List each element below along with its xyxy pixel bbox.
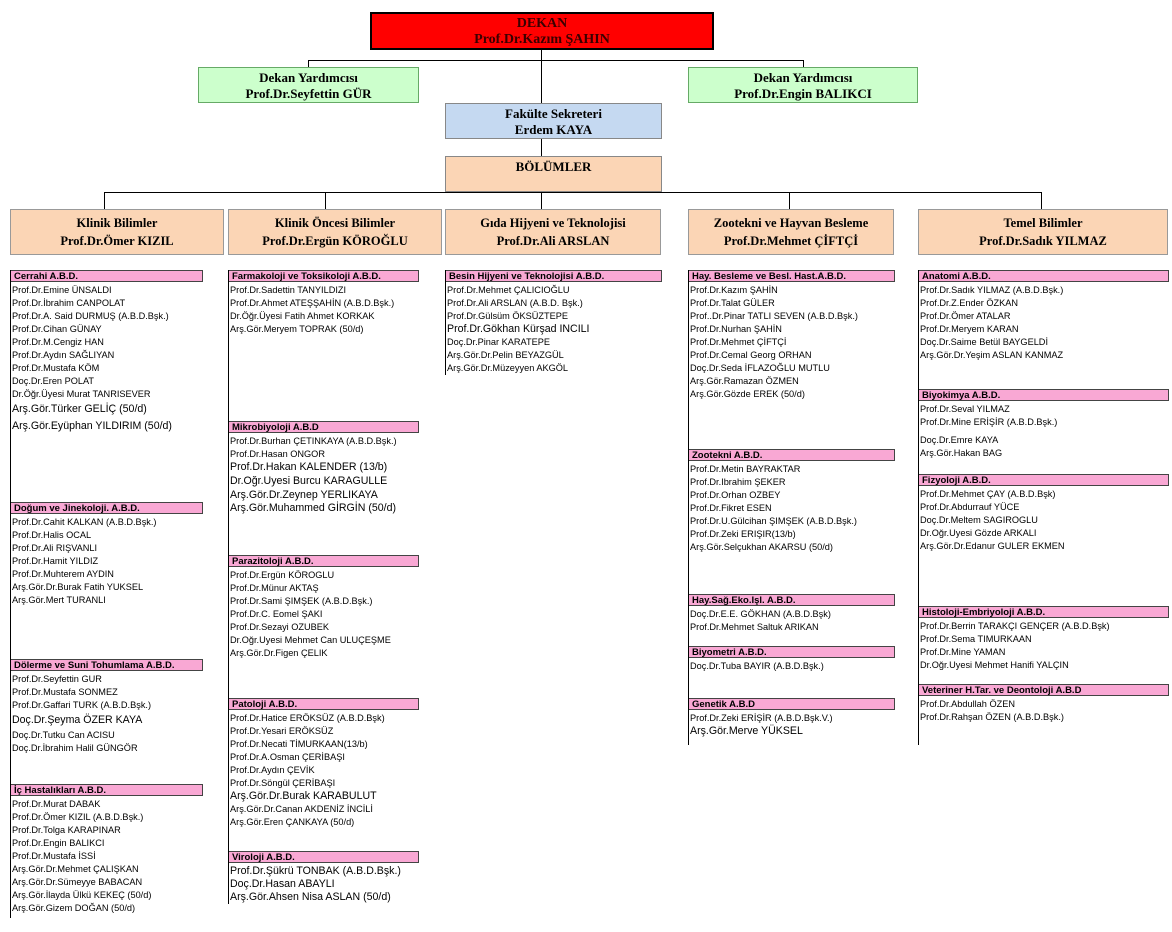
member-name: Prof.Dr.Abdullah ÖZEN: [920, 699, 1015, 709]
member-name: Prof.Dr.Sema TIMURKAAN: [920, 634, 1032, 644]
secretary-box: [445, 103, 662, 139]
unit-header: Cerrahi A.B.D.: [11, 270, 203, 282]
unit-header: Viroloji A.B.D.: [229, 851, 419, 863]
member-name: Arş.Gör.Merve YÜKSEL: [690, 725, 803, 737]
vice-dean-left-box: [198, 67, 419, 103]
member-name: Prof.Dr.Ahmet ATEŞŞAHİN (A.B.D.Bşk.): [230, 298, 395, 308]
member-name: Doç.Dr.Tutku Can ACISU: [12, 730, 115, 740]
member-name: Doç.Dr.Tuba BAYIR (A.B.D.Bşk.): [690, 661, 824, 671]
member-name: Prof.Dr.Mehmet ÇİFTÇİ: [690, 337, 787, 347]
member-name: Prof.Dr.Talat GÜLER: [690, 298, 775, 308]
member-name: Dr.Öğr.Üyesi Murat TANRISEVER: [12, 389, 151, 399]
connector-dept-3: [541, 192, 542, 209]
unit-header: Dölerme ve Suni Tohumlama A.B.D.: [11, 659, 203, 671]
member-name: Prof.Dr.Hasan ONGOR: [230, 449, 325, 459]
department-head: Prof.Dr.Sadık YILMAZ: [979, 234, 1107, 248]
unit-header: Mikrobiyoloji A.B.D: [229, 421, 419, 433]
unit-header: Anatomi A.B.D.: [919, 270, 1169, 282]
member-name: Doç.Dr.Meltem SAGIROGLU: [920, 515, 1038, 525]
member-name: Prof.Dr.U.Gülcihan ŞIMŞEK (A.B.D.Bşk.): [690, 516, 857, 526]
member-name: Prof.Dr.Mehmet Saltuk ARIKAN: [690, 622, 819, 632]
unit-header: Genetik A.B.D: [689, 698, 895, 710]
member-name: Prof.Dr.Muhterem AYDIN: [12, 569, 114, 579]
member-name: Prof.Dr.Yesari ERÖKSÜZ: [230, 726, 334, 736]
member-name: Prof.Dr.Seyfettin GUR: [12, 674, 102, 684]
member-name: Prof.Dr.Emine ÜNSALDI: [12, 285, 112, 295]
department-head: Prof.Dr.Mehmet ÇİFTÇİ: [723, 234, 859, 248]
department-title: Klinik Bilimler: [76, 216, 158, 230]
member-name: Prof.Dr.Mine ERİŞİR (A.B.D.Bşk.): [920, 417, 1058, 427]
member-name: Arş.Gör.Dr.Burak Fatih YUKSEL: [12, 582, 144, 592]
member-name: Arş.Gör.Dr.Edanur GULER EKMEN: [920, 541, 1065, 551]
department-box-4: [688, 209, 894, 255]
column-line-1: [10, 270, 11, 918]
connector-dept-horizontal: [104, 192, 1042, 193]
unit-header: Biyometri A.B.D.: [689, 646, 895, 658]
unit-header: Doğum ve Jinekoloji. A.B.D.: [11, 502, 203, 514]
member-name: Prof.Dr.Abdurrauf YÜCE: [920, 502, 1020, 512]
departments-box: [445, 156, 662, 192]
member-name: Prof.Dr.Meryem KARAN: [920, 324, 1019, 334]
member-name: Prof.Dr.Fikret ESEN: [690, 503, 772, 513]
unit-header: Biyokimya A.B.D.: [919, 389, 1169, 401]
member-name: Prof.Dr.Murat DABAK: [12, 799, 101, 809]
member-name: Arş.Gör.Dr.Zeynep YERLIKAYA: [230, 489, 378, 501]
departments-label: BÖLÜMLER: [515, 159, 592, 174]
department-head: Prof.Dr.Ergün KÖROĞLU: [262, 234, 408, 248]
unit-header: Zootekni A.B.D.: [689, 449, 895, 461]
member-name: Prof.Dr.Cihan GÜNAY: [12, 324, 102, 334]
member-name: Prof.Dr.Sezayi OZUBEK: [230, 622, 330, 632]
column-line-4: [688, 270, 689, 745]
dean-title: DEKAN: [516, 16, 568, 31]
unit-header: Besin Hijyeni ve Teknolojisi A.B.D.: [446, 270, 662, 282]
member-name: Arş.Gör.Eyüphan YILDIRIM (50/d): [12, 420, 172, 432]
department-box-1: [10, 209, 224, 255]
member-name: Arş.Gör.Dr.Mehmet ÇALIŞKAN: [12, 864, 139, 874]
member-name: Prof.Dr.Hamit YILDIZ: [12, 556, 99, 566]
unit-header: Veteriner H.Tar. ve Deontoloji A.B.D: [919, 684, 1169, 696]
member-name: Dr.Oğr.Uyesi Gözde ARKALI: [920, 528, 1037, 538]
member-name: Arş.Gör.Ahsen Nisa ASLAN (50/d): [230, 891, 391, 903]
member-name: Prof.Dr.Seval YILMAZ: [920, 404, 1010, 414]
member-name: Arş.Gör.Dr.Figen ÇELIK: [230, 648, 328, 658]
member-name: Arş.Gör.Meryem TOPRAK (50/d): [230, 324, 364, 334]
member-name: Prof.Dr.Gaffari TURK (A.B.D.Bşk.): [12, 700, 152, 710]
member-name: Prof.Dr.Engin BALIKCI: [12, 838, 105, 848]
member-name: Arş.Gör.Eren ÇANKAYA (50/d): [230, 817, 355, 827]
secretary-name: Erdem KAYA: [514, 122, 593, 137]
unit-header: İç Hastalıkları A.B.D.: [11, 784, 203, 796]
member-name: Prof.Dr.Söngül ÇERİBAŞI: [230, 778, 336, 788]
member-name: Prof.Dr.C. Eomel ŞAKI: [230, 609, 323, 619]
connector-vice-horizontal: [308, 60, 804, 61]
member-name: Arş.Gör.Dr.Burak KARABULUT: [230, 790, 377, 802]
member-name: Arş.Gör.Dr.Canan AKDENİZ İNCİLİ: [230, 804, 373, 814]
member-name: Doç.Dr.Eren POLAT: [12, 376, 95, 386]
unit-header: Patoloji A.B.D.: [229, 698, 419, 710]
member-name: Prof.Dr.İbrahim CANPOLAT: [12, 298, 126, 308]
member-name: Prof.Dr.Mustafa KÖM: [12, 363, 100, 373]
dean-name: Prof.Dr.Kazım ŞAHIN: [474, 32, 610, 47]
member-name: Doç.Dr.Şeyma ÖZER KAYA: [12, 714, 143, 726]
member-name: Prof.Dr.Mehmet ÇAY (A.B.D.Bşk): [920, 489, 1056, 499]
member-name: Prof.Dr.Sadık YILMAZ (A.B.D.Bşk.): [920, 285, 1064, 295]
unit-header: Hay.Sağ.Eko.Işl. A.B.D.: [689, 594, 895, 606]
member-name: Prof.Dr.Burhan ÇETINKAYA (A.B.D.Bşk.): [230, 436, 397, 446]
member-name: Prof.Dr.Şükrü TONBAK (A.B.D.Bşk.): [230, 865, 401, 877]
member-name: Prof.Dr.Ali RIŞVANLI: [12, 543, 98, 553]
unit-header: Histoloji-Embriyoloji A.B.D.: [919, 606, 1169, 618]
member-name: Prof..Dr.Pinar TATLI SEVEN (A.B.D.Bşk.): [690, 311, 858, 321]
member-name: Prof.Dr.Cahit KALKAN (A.B.D.Bşk.): [12, 517, 157, 527]
member-name: Arş.Gör.İlayda Ülkü KEKEÇ (50/d): [12, 890, 152, 900]
member-name: Prof.Dr.Berrin TARAKÇI GENÇER (A.B.D.Bşk): [920, 621, 1110, 631]
member-name: Prof.Dr.M.Cengiz HAN: [12, 337, 104, 347]
column-line-3: [445, 270, 446, 375]
unit-header: Fizyoloji A.B.D.: [919, 474, 1169, 486]
member-name: Prof.Dr.Ömer ATALAR: [920, 311, 1011, 321]
member-name: Arş.Gör.Türker GELİÇ (50/d): [12, 403, 147, 415]
department-box-5: [918, 209, 1168, 255]
vice-dean-right-name: Prof.Dr.Engin BALIKCI: [734, 86, 872, 101]
member-name: Arş.Gör.Muhammed GİRGİN (50/d): [230, 502, 397, 514]
vice-dean-right-box: [688, 67, 918, 103]
member-name: Doç.Dr.Saime Betül BAYGELDİ: [920, 337, 1048, 347]
member-name: Prof.Dr.Ergün KÖROGLU: [230, 570, 335, 580]
member-name: Prof.Dr.Hatice ERÖKSÜZ (A.B.D.Bşk): [230, 713, 385, 723]
connector-vice-left: [308, 60, 309, 67]
member-name: Arş.Gör.Dr.Yeşim ASLAN KANMAZ: [920, 350, 1064, 360]
member-name: Arş.Gör.Selçukhan AKARSU (50/d): [690, 542, 833, 552]
unit-header: Farmakoloji ve Toksikoloji A.B.D.: [229, 270, 419, 282]
member-name: Doç.Dr.Hasan ABAYLI: [230, 878, 335, 890]
member-name: Prof.Dr.Mustafa İSSİ: [12, 851, 96, 861]
connector-dept-2: [325, 192, 326, 209]
member-name: Prof.Dr.Sadettin TANYILDIZI: [230, 285, 347, 295]
member-name: Arş.Gör.Ramazan ÖZMEN: [690, 376, 799, 386]
member-name: Doç.Dr.Pinar KARATEPE: [447, 337, 550, 347]
member-name: Prof.Dr.Tolga KARAPINAR: [12, 825, 121, 835]
member-name: Prof.Dr.Kazım ŞAHİN: [690, 285, 778, 295]
member-name: Prof.Dr.Orhan OZBEY: [690, 490, 781, 500]
unit-header: Parazitoloji A.B.D.: [229, 555, 419, 567]
member-name: Prof.Dr.A. Said DURMUŞ (A.B.D.Bşk.): [12, 311, 169, 321]
member-name: Prof.Dr.Necati TİMURKAAN(13/b): [230, 739, 368, 749]
member-name: Prof.Dr.Mehmet ÇALICIOĞLU: [447, 285, 570, 295]
connector-dept-5: [1041, 192, 1042, 209]
member-name: Dr.Oğr.Uyesi Mehmet Can ULUÇEŞME: [230, 635, 391, 645]
member-name: Prof.Dr.Metin BAYRAKTAR: [690, 464, 801, 474]
department-head: Prof.Dr.Ali ARSLAN: [496, 234, 610, 248]
member-name: Arş.Gör.Gözde EREK (50/d): [690, 389, 805, 399]
member-name: Arş.Gör.Dr.Müzeyyen AKGÖL: [447, 363, 569, 373]
column-line-2: [228, 270, 229, 904]
member-name: Prof.Dr.Nurhan ŞAHİN: [690, 324, 782, 334]
connector-vice-right: [803, 60, 804, 67]
member-name: Prof.Dr.Mine YAMAN: [920, 647, 1006, 657]
member-name: Prof.Dr.Halis OCAL: [12, 530, 92, 540]
member-name: Dr.Öğr.Üyesi Fatih Ahmet KORKAK: [230, 311, 375, 321]
member-name: Doç.Dr.Seda İFLAZOĞLU MUTLU: [690, 363, 830, 373]
member-name: Arş.Gör.Hakan BAG: [920, 448, 1003, 458]
member-name: Dr.Oğr.Uyesi Burcu KARAGULLE: [230, 475, 388, 487]
department-box-2: [228, 209, 442, 255]
secretary-title: Fakülte Sekreteri: [505, 106, 602, 121]
member-name: Prof.Dr.Sami ŞIMŞEK (A.B.D.Bşk.): [230, 596, 373, 606]
member-name: Prof.Dr.Gülsüm ÖKSÜZTEPE: [447, 311, 568, 321]
member-name: Prof.Dr.Z.Ender ÖZKAN: [920, 298, 1019, 308]
column-line-5: [918, 270, 919, 745]
member-name: Doç.Dr.Emre KAYA: [920, 435, 999, 445]
member-name: Prof.Dr.Aydın SAĞLIYAN: [12, 350, 115, 360]
member-name: Prof.Dr.Münur AKTAŞ: [230, 583, 319, 593]
member-name: Prof.Dr.Ibrahim ŞEKER: [690, 477, 786, 487]
member-name: Arş.Gör.Mert TURANLI: [12, 595, 106, 605]
member-name: Prof.Dr.A.Osman ÇERİBAŞI: [230, 752, 345, 762]
connector-dept-4: [789, 192, 790, 209]
member-name: Prof.Dr.Aydın ÇEVİK: [230, 765, 315, 775]
member-name: Prof.Dr.Gökhan Kürşad INCILI: [447, 323, 590, 335]
vice-dean-left-name: Prof.Dr.Seyfettin GÜR: [245, 86, 372, 101]
dean-box: [370, 12, 714, 50]
department-box-3: [445, 209, 661, 255]
vice-dean-left-title: Dekan Yardımcısı: [259, 70, 358, 85]
member-name: Arş.Gör.Dr.Sümeyye BABACAN: [12, 877, 143, 887]
vice-dean-right-title: Dekan Yardımcısı: [753, 70, 853, 85]
member-name: Prof.Dr.Zeki ERİŞİR (A.B.D.Bşk.V.): [690, 713, 833, 723]
department-title: Zootekni ve Hayvan Besleme: [713, 216, 869, 230]
department-title: Klinik Öncesi Bilimler: [274, 216, 396, 230]
member-name: Prof.Dr.Cemal Georg ORHAN: [690, 350, 812, 360]
member-name: Prof.Dr.Ömer KIZIL (A.B.D.Bşk.): [12, 812, 144, 822]
member-name: Prof.Dr.Rahşan ÖZEN (A.B.D.Bşk.): [920, 712, 1064, 722]
member-name: Dr.Oğr.Uyesi Mehmet Hanifi YALÇIN: [920, 660, 1069, 670]
member-name: Arş.Gör.Dr.Pelin BEYAZGÜL: [447, 350, 564, 360]
department-title: Temel Bilimler: [1003, 216, 1083, 230]
member-name: Arş.Gör.Gizem DOĞAN (50/d): [12, 903, 136, 913]
connector-dept-1: [104, 192, 105, 209]
unit-header: Hay. Besleme ve Besl. Hast.A.B.D.: [689, 270, 895, 282]
member-name: Doç.Dr.E.E. GÖKHAN (A.B.D.Bşk): [690, 609, 831, 619]
department-head: Prof.Dr.Ömer KIZIL: [60, 234, 174, 248]
member-name: Prof.Dr.Hakan KALENDER (13/b): [230, 461, 388, 473]
member-name: Doç.Dr.İbrahim Halil GÜNGÖR: [12, 743, 138, 753]
member-name: Prof.Dr.Zeki ERIŞIR(13/b): [690, 529, 796, 539]
member-name: Prof.Dr.Mustafa SONMEZ: [12, 687, 118, 697]
member-name: Prof.Dr.Ali ARSLAN (A.B.D. Bşk.): [447, 298, 583, 308]
department-title: Gıda Hijyeni ve Teknolojisi: [480, 216, 626, 230]
